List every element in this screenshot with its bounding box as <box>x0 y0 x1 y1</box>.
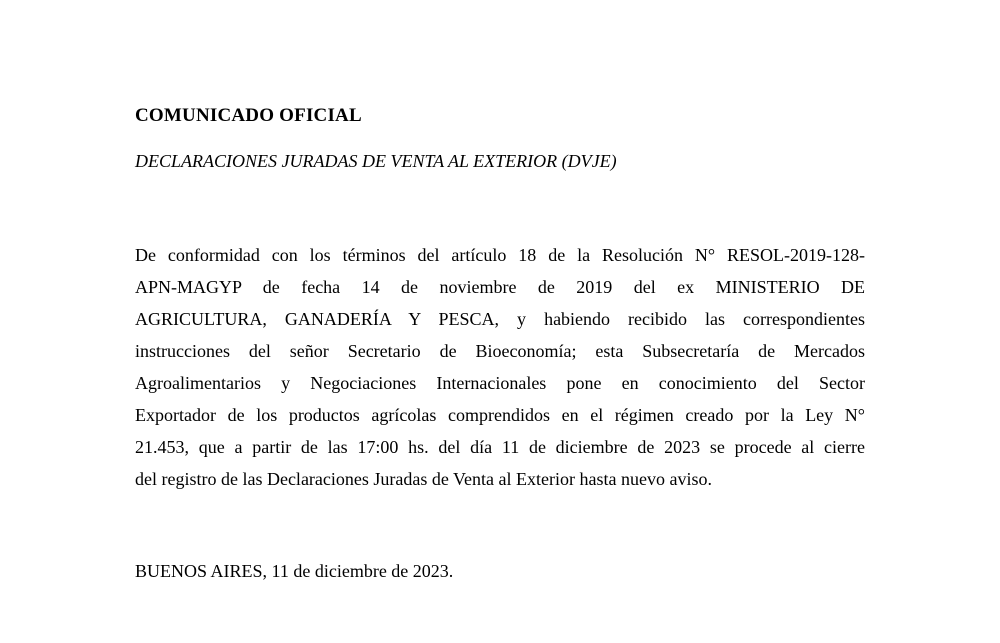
dateline: BUENOS AIRES, 11 de diciembre de 2023. <box>135 561 454 581</box>
body-line: del registro de las Declaraciones Juradas de Venta al Exterior hasta nuevo aviso. <box>135 469 712 489</box>
page-title: COMUNICADO OFICIAL <box>135 105 362 126</box>
body-line: De conformidad con los términos del artículo 18 de la Resolución N° RESOL-2019-128- <box>135 245 865 265</box>
body-line: AGRICULTURA, GANADERÍA Y PESCA, y habiendo recibido las correspondientes <box>135 309 865 329</box>
body-line: instrucciones del señor Secretario de Bioeconomía; esta Subsecretaría de Mercados <box>135 341 865 361</box>
body-paragraph <box>135 239 865 495</box>
document-subtitle: DECLARACIONES JURADAS DE VENTA AL EXTERIOR (DVJE) <box>135 151 617 171</box>
body-line: Agroalimentarios y Negociaciones Internacionales pone en conocimiento del Sector <box>135 373 865 393</box>
body-line: Exportador de los productos agrícolas comprendidos en el régimen creado por la Ley N° <box>135 405 865 425</box>
body-line: APN-MAGYP de fecha 14 de noviembre de 2019 del ex MINISTERIO DE <box>135 277 865 297</box>
body-line: 21.453, que a partir de las 17:00 hs. del día 11 de diciembre de 2023 se procede al cierre <box>135 437 865 457</box>
